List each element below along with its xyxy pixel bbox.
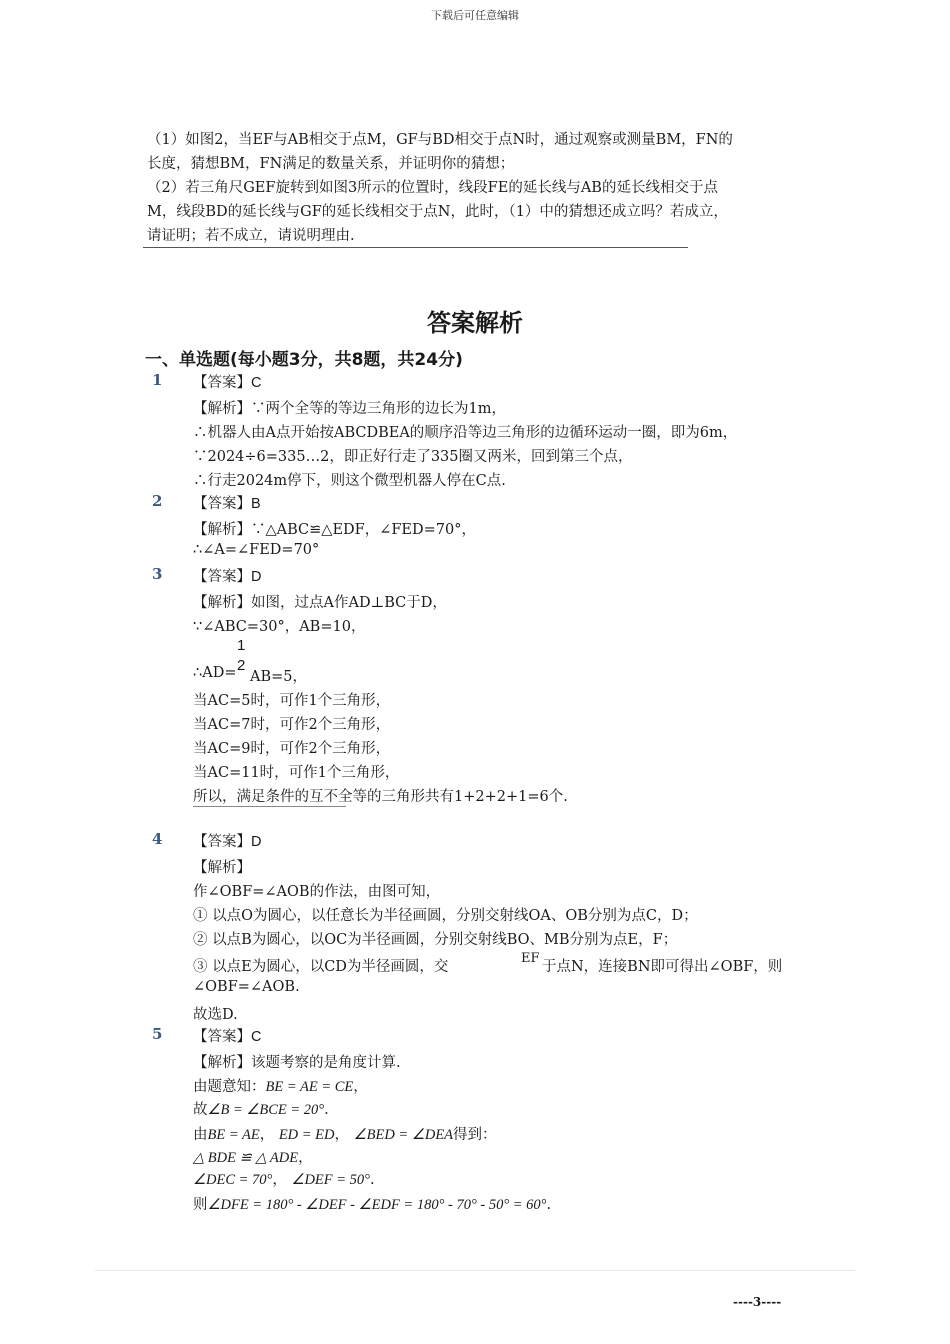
equation: ∠B = ∠BCE = 20° [207,1102,325,1118]
answer-choice: C [251,1029,262,1045]
equation: ∠DEC = 70° [193,1172,273,1188]
explanation-line: 【解析】 [193,860,251,876]
explanation-line: ① 以点O为圆心，以任意长为半径画圆，分别交射线OA、OB分别为点C，D； [193,908,698,924]
answer-choice: D [251,569,262,585]
question-number: 5 [152,1025,163,1043]
intro-line: 长度，猜想BM，FN满足的数量关系，并证明你的猜想； [147,156,515,172]
text: 由题意知： [193,1079,266,1095]
equation: ∠BED = ∠DEA [353,1127,454,1143]
answer-choice: D [251,834,262,850]
text: . [324,1102,329,1118]
explanation-line: 当AC=7时，可作2个三角形， [193,717,391,733]
explanation-line: 作∠OBF=∠AOB的作法，由图可知， [193,884,441,900]
explanation-line: 【解析】∵△ABC≌△EDF，∠FED=70°， [193,522,476,538]
math-line [193,1146,313,1167]
answer-choice: B [251,496,261,512]
explanation-line: ∴AD= [193,665,237,681]
answer-line [193,1025,261,1046]
explanation-line: 当AC=11时，可作1个三角形， [193,765,400,781]
text: ， [353,1079,368,1095]
explanation-line: 故选D. [193,1007,238,1023]
answer-line [193,830,261,851]
question-number: 3 [152,565,163,583]
explanation-line: 于点N，连接BN即可得出∠OBF，则 [542,959,783,975]
answers-title: 答案解析 [427,309,523,337]
underline [193,806,346,807]
fraction-numerator: 1 [237,637,246,654]
divider [143,247,688,248]
answer-line [193,492,261,513]
text: ， [272,1172,287,1188]
footer-divider [95,1270,855,1271]
question-number: 2 [152,492,163,510]
question-number: 1 [152,371,163,389]
equation: BE = AE = CE [265,1079,354,1095]
intro-line: （1）如图2，当EF与AB相交于点M，GF与BD相交于点N时，通过观察或测量BM，FN的 [147,132,733,148]
math-line [193,1098,329,1119]
explanation-line: ∴机器人由A点开始按ABCDBEA的顺序沿等边三角形的边循环运动一圈，即为6m， [193,425,738,441]
answer-label: 【答案】 [193,1029,251,1045]
arc-ef-label: EF [521,951,540,966]
explanation-line: ∴∠A=∠FED=70° [193,542,320,558]
answer-line [193,565,261,586]
intro-line: 请证明；若不成立，请说明理由. [147,228,355,244]
text: 由 [193,1127,208,1143]
section-heading: 一、单选题(每小题3分，共8题，共24分) [145,350,463,370]
fraction-one-half [237,636,245,676]
answer-label: 【答案】 [193,569,251,585]
intro-line: （2）若三角尺GEF旋转到如图3所示的位置时，线段FE的延长线与AB的延长线相交于点 [147,180,718,196]
explanation-line: ② 以点B为圆心，以OC为半径画圆，分别交射线BO、MB分别为点E，F； [193,932,678,948]
page-header: 下载后可任意编辑 [431,9,519,22]
text: 则 [193,1197,208,1213]
equation: ∠DEF = 50° [291,1172,370,1188]
page-number: ----3---- [733,1295,782,1309]
text: ， [334,1127,350,1143]
explanation-line: ∠OBF=∠AOB. [193,979,300,995]
equation: BE = AE [207,1127,260,1143]
answer-label: 【答案】 [193,834,251,850]
text: ， [259,1127,275,1143]
text: 得到： [453,1127,497,1143]
math-line [193,1193,551,1214]
explanation-line: 当AC=5时，可作1个三角形， [193,693,391,709]
text: . [546,1197,552,1213]
explanation-line: 【解析】∵两个全等的等边三角形的边长为1m， [193,401,506,417]
explanation-line: ∵2024÷6=335…2，即正好行走了335圈又两米，回到第三个点， [193,449,633,465]
text: ， [298,1150,313,1166]
answer-choice: C [251,375,262,391]
fraction-denominator: 2 [237,657,246,674]
question-number: 4 [152,830,163,848]
text: . [369,1172,375,1188]
explanation-line: AB=5， [250,669,308,685]
answer-line [193,371,261,392]
answer-label: 【答案】 [193,496,251,512]
explanation-line: ∵∠ABC=30°，AB=10， [193,619,366,635]
explanation-line: 【解析】该题考察的是角度计算. [193,1055,401,1071]
text: 故 [193,1102,208,1118]
answer-label: 【答案】 [193,375,251,391]
equation: ED = ED [278,1127,335,1143]
explanation-line: 当AC=9时，可作2个三角形， [193,741,391,757]
explanation-line: ③ 以点E为圆心，以CD为半径画圆，交 [193,959,449,975]
explanation-line: 【解析】如图，过点A作AD⊥BC于D， [193,595,447,611]
math-line [193,1168,375,1189]
math-line [193,1075,368,1096]
equation: △ BDE ≌ △ ADE [193,1150,299,1166]
equation: ∠DFE = 180° - ∠DEF - ∠EDF = 180° - 70° - 50° = 60° [207,1197,547,1213]
explanation-line: 所以，满足条件的互不全等的三角形共有1+2+2+1=6个. [193,789,568,805]
math-line [193,1123,497,1144]
explanation-line: ∴行走2024m停下，则这个微型机器人停在C点. [193,473,506,489]
intro-line: M，线段BD的延长线与GF的延长线相交于点N，此时，（1）中的猜想还成立吗？若成立， [147,204,728,220]
